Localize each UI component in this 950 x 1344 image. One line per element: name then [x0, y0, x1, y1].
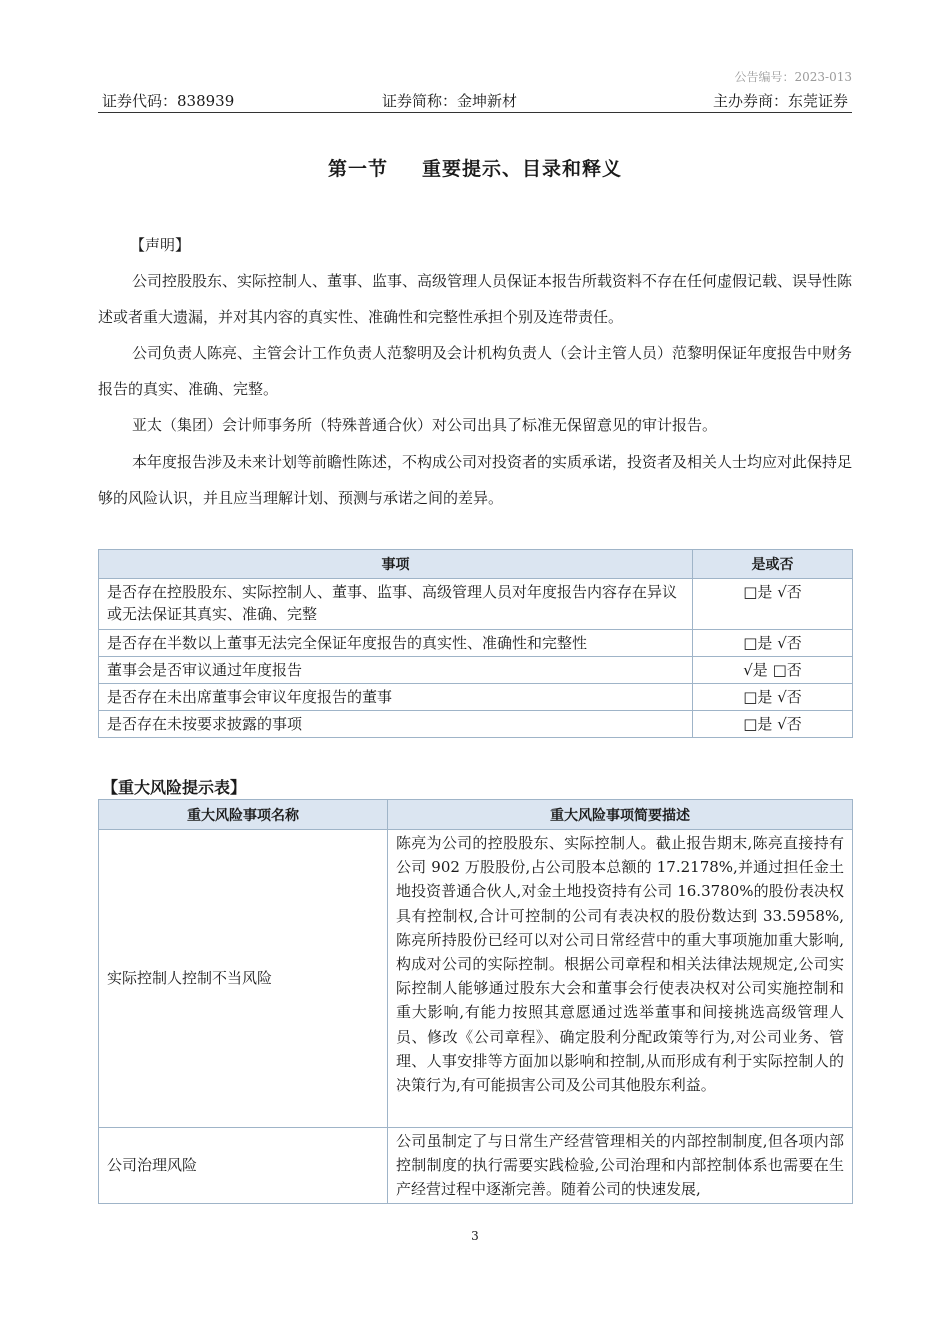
table-row — [99, 684, 853, 711]
matters-table — [98, 549, 853, 738]
risk-table — [98, 799, 853, 1204]
table-row — [99, 657, 853, 684]
matter-item: 是否存在未按要求披露的事项 — [99, 711, 693, 738]
risk-name: 实际控制人控制不当风险 — [99, 830, 388, 1128]
declaration-paragraph: 本年度报告涉及未来计划等前瞻性陈述，不构成公司对投资者的实质承诺，投资者及相关人士均应对此保持足够的风险认识，并且应当理解计划、预测与承诺之间的差异。 — [98, 453, 853, 507]
table-row — [99, 830, 853, 1128]
declaration-heading: 【声明】 — [130, 236, 191, 254]
table-header-row — [99, 800, 853, 830]
running-header — [98, 90, 852, 110]
page-number: 3 — [471, 1229, 479, 1243]
risk-name: 公司治理风险 — [99, 1128, 388, 1204]
security-abbreviation: 证券简称：金坤新材 — [382, 92, 518, 110]
matter-answer: □是 √否 — [693, 630, 853, 657]
declaration-paragraph: 公司负责人陈亮、主管会计工作负责人范黎明及会计机构负责人（会计主管人员）范黎明保证年度报告中财务报告的真实、准确、完整。 — [98, 344, 853, 398]
matter-item: 董事会是否审议通过年度报告 — [99, 657, 693, 684]
table-row — [99, 1128, 853, 1204]
section-number: 第一节 — [327, 158, 388, 180]
matter-answer: □是 √否 — [693, 579, 853, 630]
doc-number: 公告编号：2023-013 — [734, 70, 852, 84]
section-title — [0, 154, 950, 181]
table-row — [99, 711, 853, 738]
table-row — [99, 579, 853, 630]
column-header: 是或否 — [693, 550, 853, 579]
declaration-paragraph: 亚太（集团）会计师事务所（特殊普通合伙）对公司出具了标准无保留意见的审计报告。 — [132, 416, 718, 434]
sponsor-broker: 主办券商：东莞证券 — [712, 92, 848, 110]
matter-item: 是否存在未出席董事会审议年度报告的董事 — [99, 684, 693, 711]
section-name: 重要提示、目录和释义 — [422, 158, 623, 180]
column-header: 重大风险事项简要描述 — [388, 800, 853, 830]
matter-answer: □是 √否 — [693, 711, 853, 738]
risk-description: 陈亮为公司的控股股东、实际控制人。截止报告期末,陈亮直接持有公司 902 万股股份,占公司股本总额的 17.2178%,并通过担任金土地投资普通合伙人,对金土地投资持有公司 16.3780%的股份表决权具有控制权,合计可控制的公司有表决权的股份数达到 33.5958%,陈亮所持股份已经可以对公司日常经营中的重大事项施加重大影响,构成对公司的实际控制。根据公司章程和相关法律法规规定,公司实际控制人能够通过股东大会和董事会行使表决权对公司实施控制和重大影响,有能力按照其意愿通过选举董事和间接挑选高级管理人员、修改《公司章程》、确定股利分配政策等行为,对公司业务、管理、人事安排等方面加以影响和控制,从而形成有利于实际控制人的决策行为,有可能损害公司及公司其他股东利益。 — [388, 830, 853, 1128]
matter-answer: □是 √否 — [693, 684, 853, 711]
matter-answer: √是 □否 — [693, 657, 853, 684]
declaration-paragraph: 公司控股股东、实际控制人、董事、监事、高级管理人员保证本报告所载资料不存在任何虚假记载、误导性陈述或者重大遗漏，并对其内容的真实性、准确性和完整性承担个别及连带责任。 — [98, 272, 853, 326]
matter-item: 是否存在控股股东、实际控制人、董事、监事、高级管理人员对年度报告内容存在异议或无法保证其真实、准确、完整 — [99, 579, 693, 630]
risk-table-title: 【重大风险提示表】 — [102, 778, 247, 797]
matter-item: 是否存在半数以上董事无法完全保证年度报告的真实性、准确性和完整性 — [99, 630, 693, 657]
table-row — [99, 630, 853, 657]
security-code: 证券代码：838939 — [102, 92, 235, 110]
table-header-row — [99, 550, 853, 579]
column-header: 重大风险事项名称 — [99, 800, 388, 830]
risk-description: 公司虽制定了与日常生产经营管理相关的内部控制制度,但各项内部控制制度的执行需要实践检验,公司治理和内部控制体系也需要在生产经营过程中逐渐完善。随着公司的快速发展, — [388, 1128, 853, 1204]
header-rule — [98, 112, 852, 113]
column-header: 事项 — [99, 550, 693, 579]
